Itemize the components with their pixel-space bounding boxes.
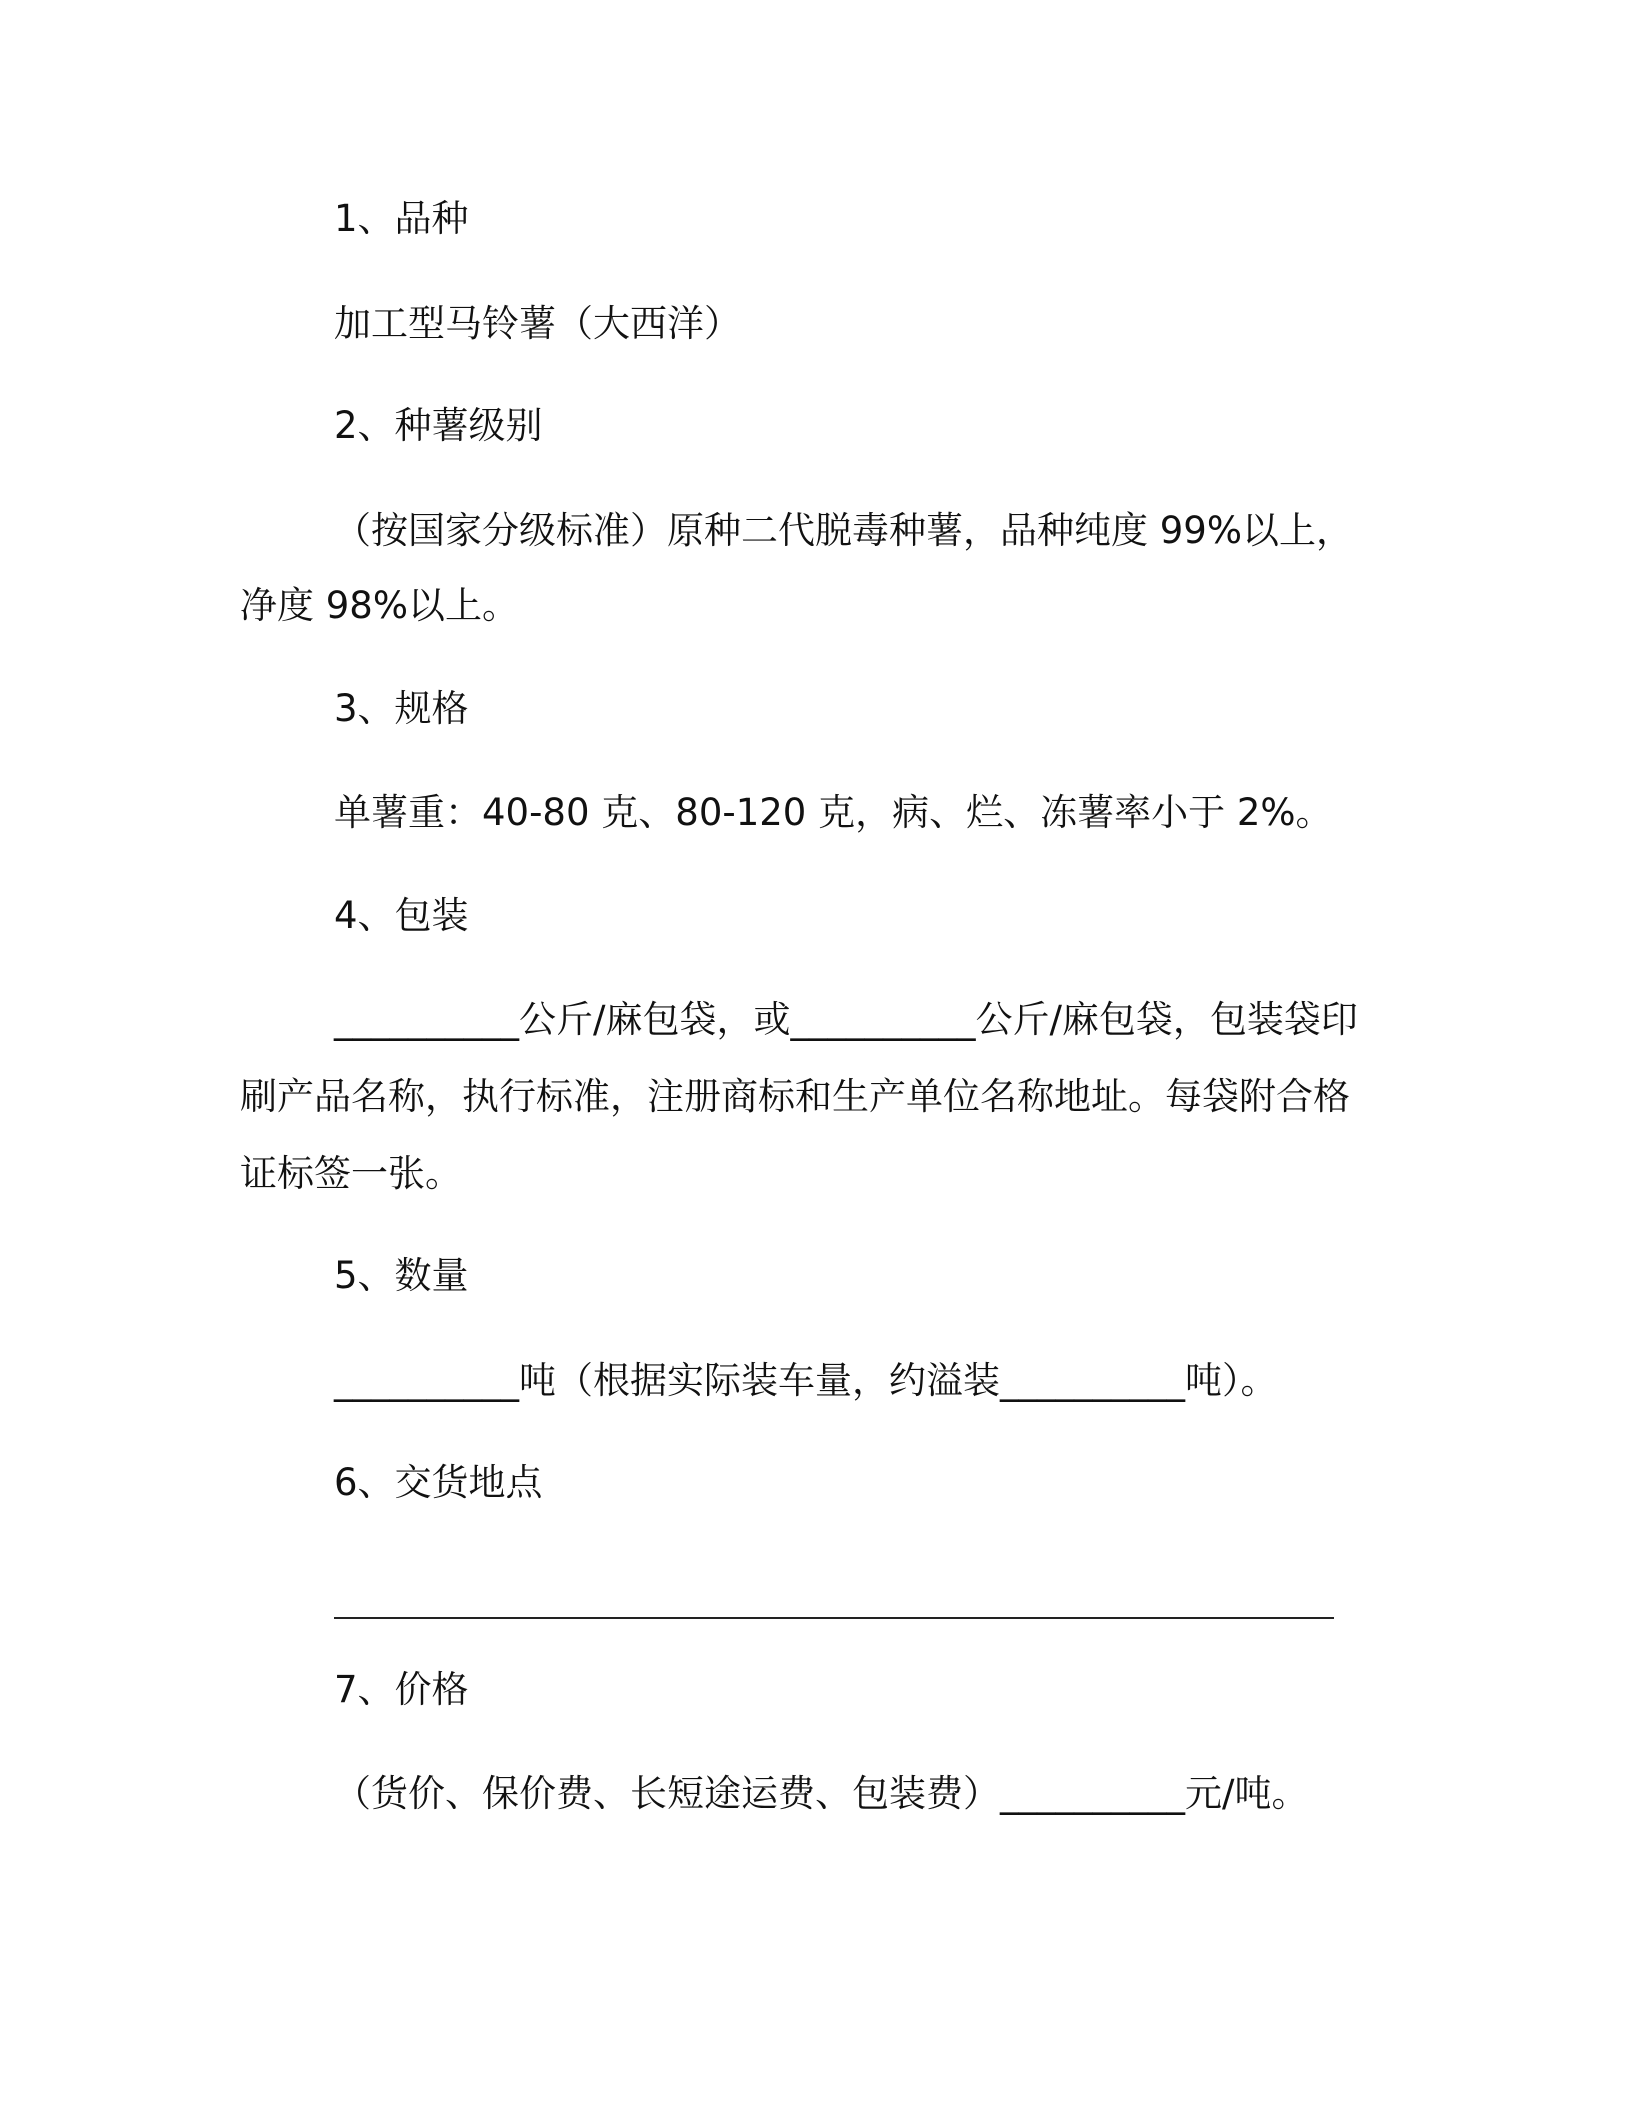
item-4-body-line-2: 刷产品名称，执行标准，注册商标和生产单位名称地址。每袋附合格 bbox=[240, 1075, 1350, 1118]
item-2-body-line-1: （按国家分级标准）原种二代脱毒种薯，品种纯度 99%以上， bbox=[334, 509, 1353, 552]
item-4-body-line-1: __________公斤/麻包袋，或__________公斤/麻包袋，包装袋印 bbox=[334, 998, 1358, 1041]
item-1-body-line-1: 加工型马铃薯（大西洋） bbox=[334, 302, 741, 345]
item-5-body-line-1: __________吨（根据实际装车量，约溢装__________吨）。 bbox=[334, 1359, 1278, 1402]
item-3-body-line-1: 单薯重：40-80 克、80-120 克，病、烂、冻薯率小于 2%。 bbox=[334, 791, 1333, 834]
item-4-body-line-3: 证标签一张。 bbox=[240, 1152, 462, 1195]
item-5-heading: 5、数量 bbox=[334, 1254, 469, 1297]
item-1-heading: 1、品种 bbox=[334, 197, 469, 240]
delivery-location-blank-line bbox=[334, 1617, 1334, 1619]
item-7-body-line-1: （货价、保价费、长短途运费、包装费）__________元/吨。 bbox=[334, 1772, 1309, 1815]
item-2-body-line-2: 净度 98%以上。 bbox=[240, 584, 519, 627]
item-6-heading: 6、交货地点 bbox=[334, 1461, 543, 1504]
item-2-heading: 2、种薯级别 bbox=[334, 404, 543, 447]
item-4-heading: 4、包装 bbox=[334, 894, 469, 937]
item-3-heading: 3、规格 bbox=[334, 687, 469, 730]
item-7-heading: 7、价格 bbox=[334, 1668, 469, 1711]
